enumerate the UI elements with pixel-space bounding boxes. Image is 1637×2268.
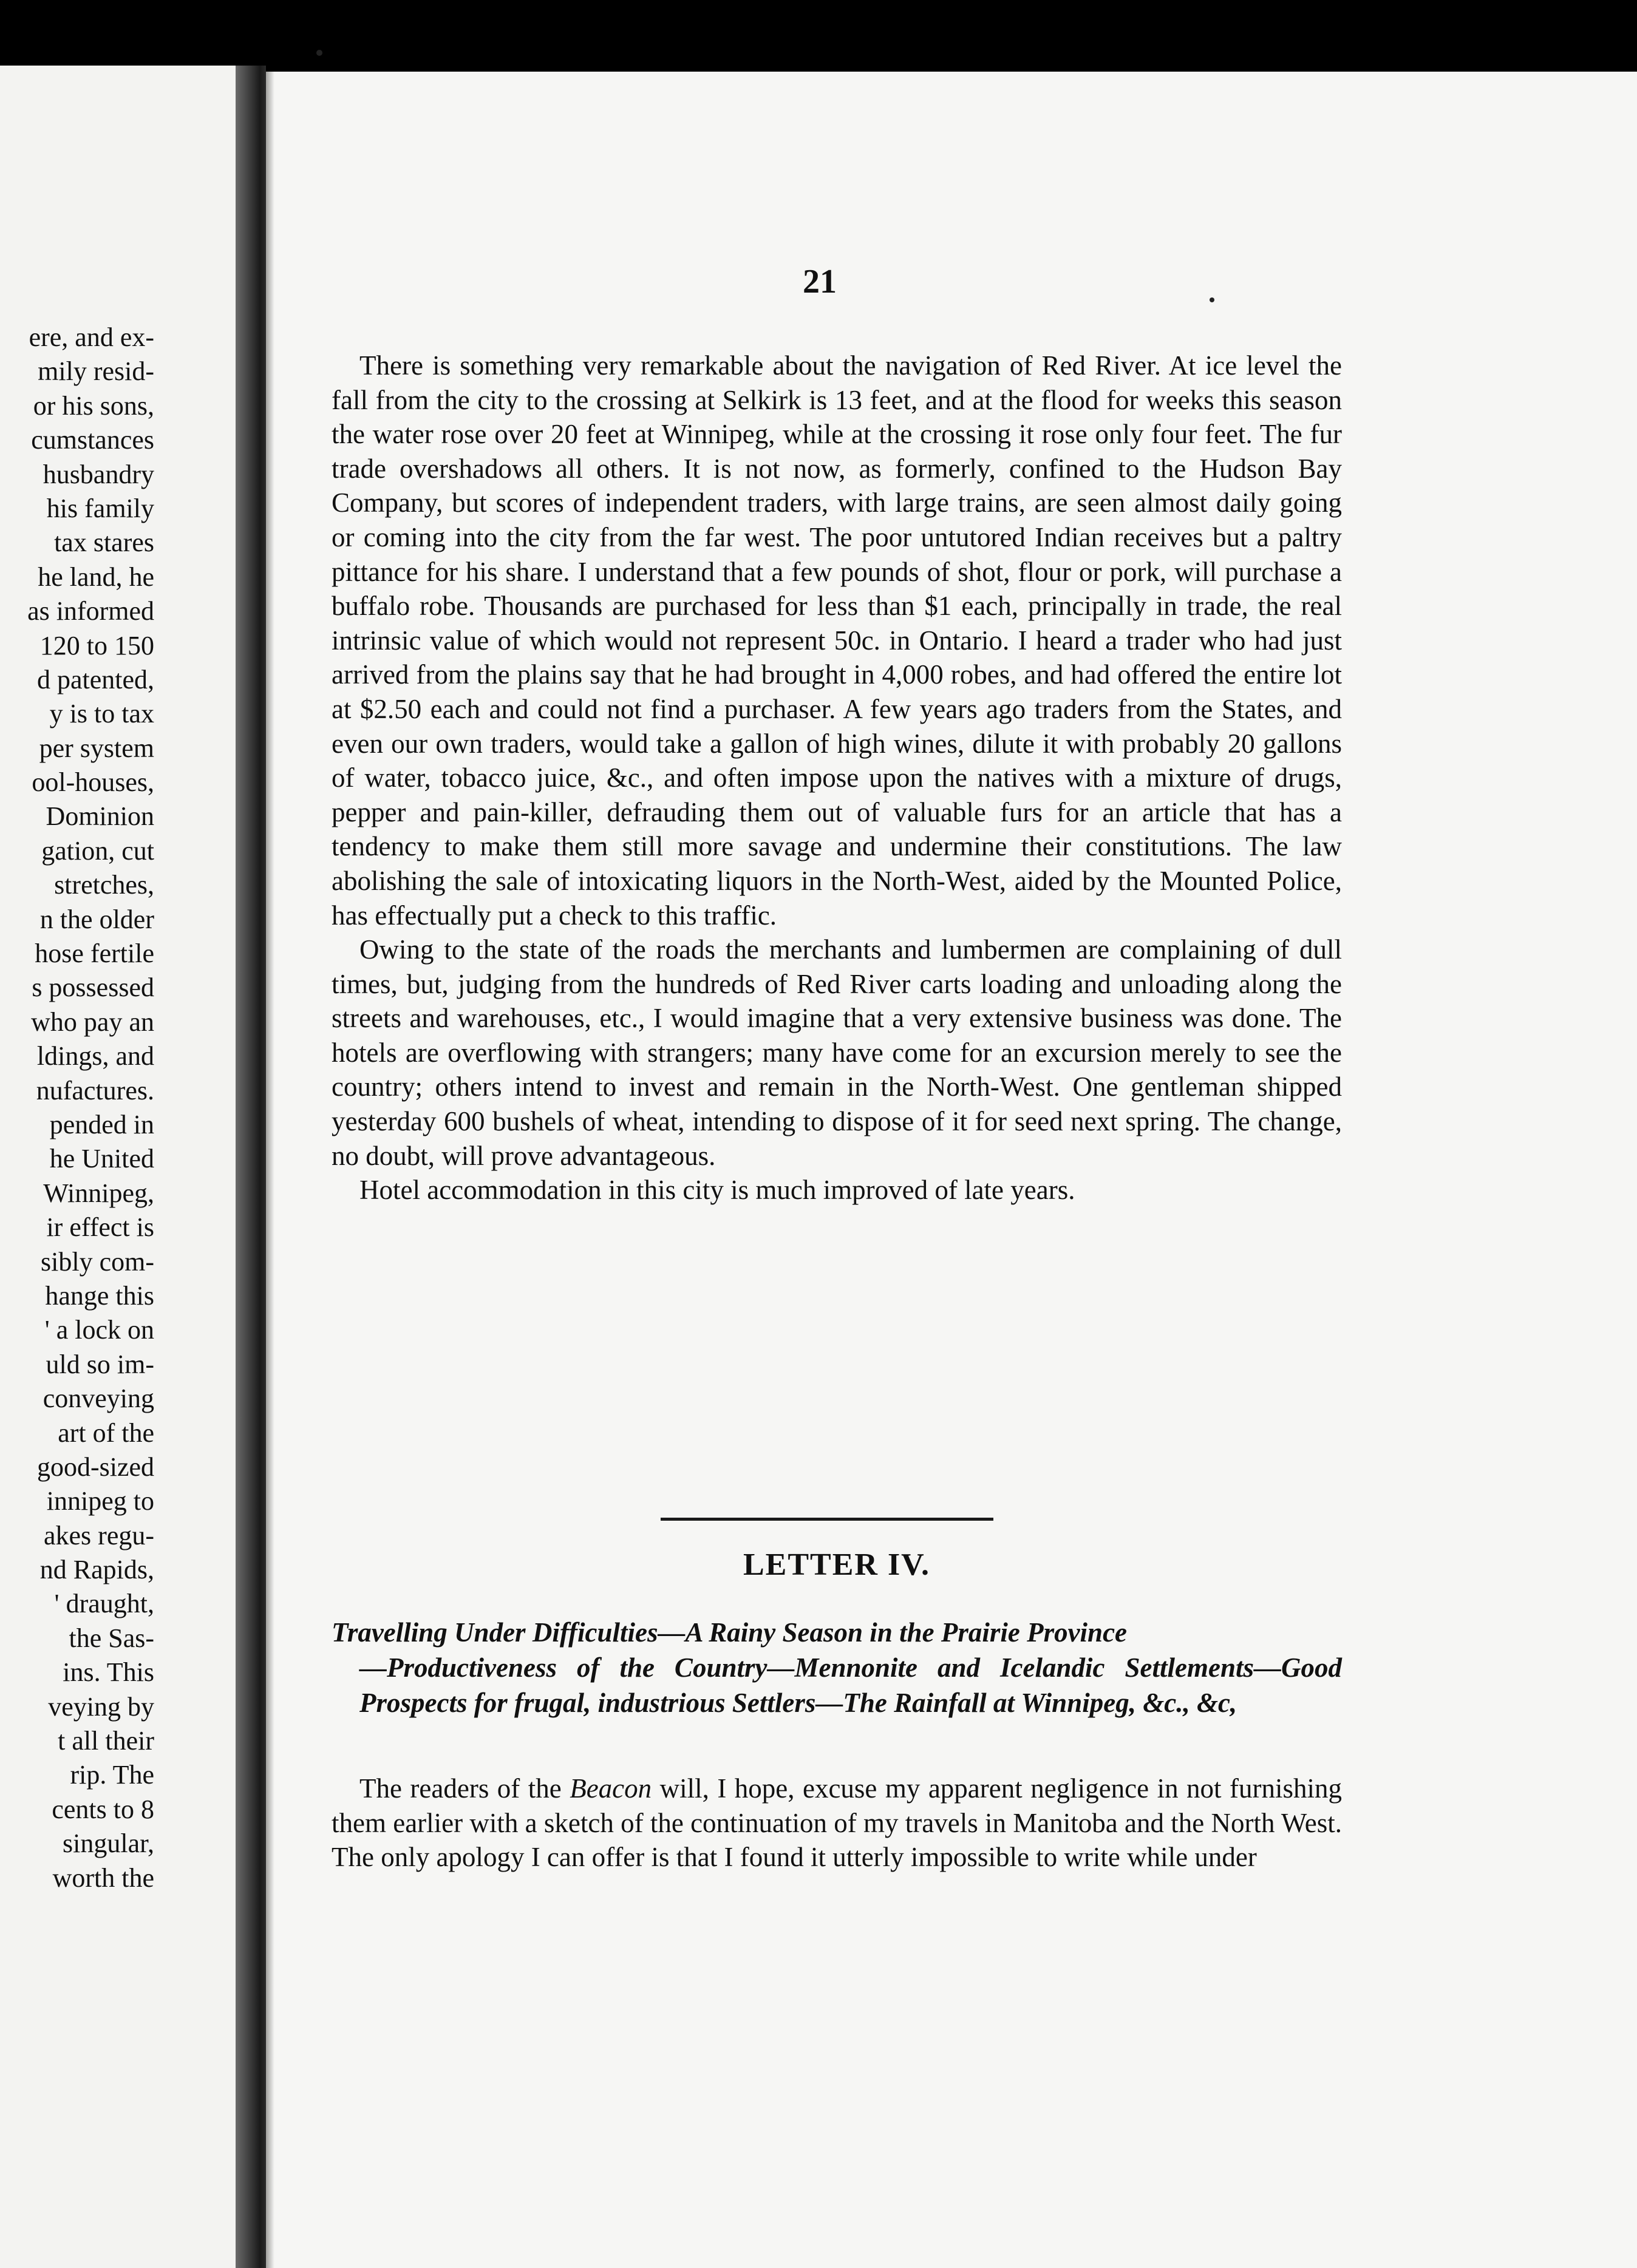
facing-page-line: ' a lock on [44,1315,154,1345]
article-body [332,348,1342,1207]
letter-body [332,1771,1342,1875]
facing-page-line: nufactures. [36,1075,154,1105]
facing-page-line: y is to tax [49,699,154,729]
facing-page-line: or his sons, [33,390,154,421]
facing-page-line: mily resid- [38,356,154,387]
letter-opening-paragraph [332,1771,1342,1875]
paragraph-roads-business: Owing to the state of the roads the merchants and lumbermen are complaining of dull times, but, judging from the hundreds of Red River carts loading and unloading along the streets and warehouses, etc., I would imagine that a very extensive business was done. The hotels are overflowing with strangers; many have come for an excursion merely to see the country; others intend to invest and remain in the North-West. One gentleman shipped yesterday 600 bushels of wheat, intending to dispose of it for seed next spring. The change, no doubt, will prove advantageous. [332,934,1342,1171]
facing-page-line: akes regu- [43,1520,154,1550]
page-number: 21 [803,263,837,300]
facing-page-line: veying by [48,1691,154,1722]
letter-subtitle-continuation: —Productiveness of the Country—Mennonite and Icelandic Settlements—Good Prospects for frugal, industrious Settlers—The Rainfall at Winnipeg, &c., &c, [359,1652,1342,1718]
letter-opening-rest: will, I hope, excuse my apparent negligence in not furnishing them earlier with a sketch of the continuation of my travels in Manitoba and the North West. The only apology I can offer is that I found it utterly impossible to write while under [332,1773,1343,1873]
facing-page-line: hange this [45,1280,154,1311]
facing-page-line: ins. This [63,1657,154,1688]
facing-page-line: cents to 8 [52,1794,154,1824]
facing-page-line: tax stares [54,528,154,558]
facing-page-line: n the older [39,904,154,934]
facing-page-line: 120 to 150 [39,630,154,660]
facing-page-line: Winnipeg, [43,1178,154,1208]
facing-page-line: who pay an [31,1007,154,1037]
facing-page-line: per system [39,733,154,763]
facing-page-line: nd Rapids, [39,1555,154,1585]
facing-page-left [0,66,236,2268]
newspaper-name: Beacon [570,1773,652,1804]
facing-page-line: good-sized [36,1451,154,1482]
facing-page-line: singular, [63,1828,154,1859]
letter-heading: LETTER IV. [743,1547,931,1582]
facing-page-line: husbandry [43,459,154,489]
facing-page-line: rip. The [70,1760,154,1790]
letter-subtitle-first-line: Travelling Under Difficulties—A Rainy Season in the Prairie Province [332,1617,1128,1648]
facing-page-line: conveying [43,1384,154,1414]
facing-page-line: pended in [49,1109,154,1139]
book-gutter [236,66,266,2268]
facing-page-line: d patented, [36,664,154,694]
facing-page-line: Dominion [46,801,154,832]
scan-speck [316,50,322,56]
facing-page-line: t all their [58,1726,154,1756]
facing-page-line: sibly com- [41,1246,154,1277]
facing-page-line: cumstances [31,425,154,455]
facing-page-line: as informed [27,596,154,626]
facing-page-line: innipeg to [46,1486,154,1516]
facing-page-line: stretches, [54,870,154,900]
letter-subtitle [332,1615,1342,1720]
facing-page-text-column [0,321,154,1895]
facing-page-line: he United [49,1144,154,1174]
page-edge-shadow [266,72,274,2268]
paragraph-navigation-fur-trade: There is something very remarkable about the navigation of Red River. At ice level the fall from the city to the crossing at Selkirk is 13 feet, and at the flood for weeks this season the water rose over 20 feet at Winnipeg, while at the crossing it rose only four feet. The fur trade overshadows all others. It is not now, as formerly, confined to the Hudson Bay Company, but scores of independent traders, with large trains, are seen almost daily going or coming into the city from the far west. The poor untutored Indian receives but a paltry pittance for his share. I understand that a few pounds of shot, flour or pork, will purchase a buffalo robe. Thousands are purchased for less than $1 each, principally in trade, the real intrinsic value of which would not represent 50c. in Ontario. I heard a trader who had just arrived from the plains say that he had brought in 4,000 robes, and had offered the entire lot at $2.50 each and could not find a purchaser. A few years ago traders from the States, and even our own traders, would take a gallon of high wines, dilute it with probably 20 gallons of water, tobacco juice, &c., and often impose upon the natives with a mixture of drugs, pepper and pain-killer, defrauding them out of valuable furs for an article that has a tendency to make them still more savage and undermine their constitutions. The law abolishing the sale of intoxicating liquors in the North-West, aided by the Mounted Police, has effectually put a check to this traffic. [332,350,1342,931]
section-divider [661,1518,993,1521]
facing-page-line: gation, cut [41,835,154,866]
scan-speck [1210,297,1214,302]
facing-page-line: ir effect is [46,1212,154,1243]
paragraph-hotel-accommodation: Hotel accommodation in this city is much improved of late years. [359,1175,1075,1206]
letter-opening-start: The readers of the [359,1773,570,1804]
facing-page-line: the Sas- [69,1623,154,1653]
facing-page-line: worth the [52,1862,154,1893]
facing-page-line: s possessed [32,973,154,1003]
facing-page-line: he land, he [38,562,154,592]
facing-page-line: ' draught, [54,1589,154,1619]
facing-page-line: art of the [58,1418,154,1448]
facing-page-line: hose fertile [35,939,154,969]
facing-page-line: ool-houses, [32,767,154,798]
facing-page-line: ere, and ex- [29,322,154,352]
facing-page-line: his family [46,493,154,523]
facing-page-line: ldings, and [36,1041,154,1071]
facing-page-line: uld so im- [46,1349,154,1379]
